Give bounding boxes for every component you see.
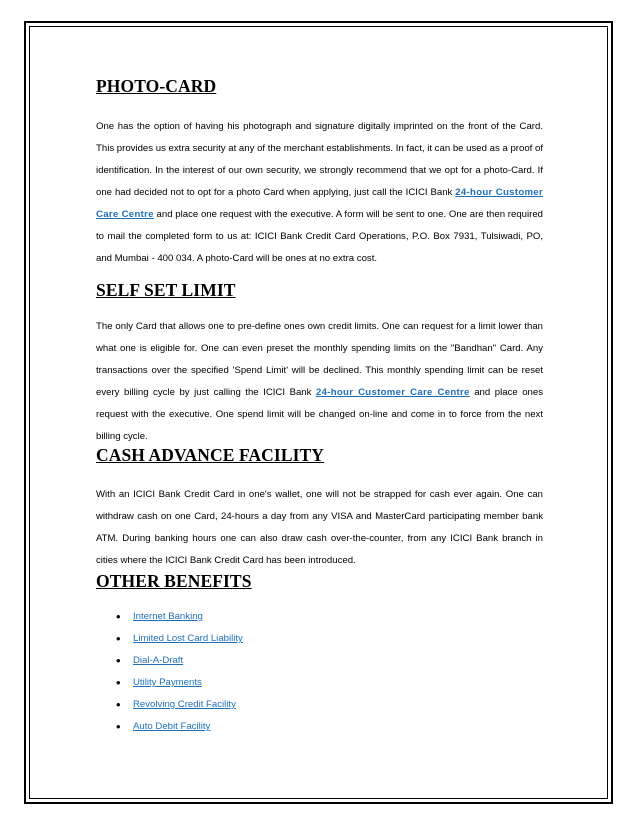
list-item xyxy=(96,606,543,628)
list-item xyxy=(96,694,543,716)
heading-other-benefits: OTHER BENEFITS xyxy=(96,571,252,591)
heading-photo-card: PHOTO-CARD xyxy=(96,76,217,96)
paragraph-self-set-limit xyxy=(96,316,543,448)
benefit-link-revolving-credit[interactable]: Revolving Credit Facility xyxy=(133,699,236,710)
paragraph-cash-advance: With an ICICI Bank Credit Card in one's wallet, one will not be strapped for cash ever again. One can withdraw cash on one Card, 24-hours a day from any VISA and MasterCard participating member bank ATM. During banking hours one can also draw cash over-the-counter, from any ICICI Bank branch in cities where the ICICI Bank Credit Card has been introduced. xyxy=(96,489,543,566)
benefit-link-utility-payments[interactable]: Utility Payments xyxy=(133,677,202,688)
customer-care-link-2[interactable]: 24-hour Customer Care Centre xyxy=(315,387,470,398)
self-set-limit-text-2: and place ones request with the executive. One spend limit will be changed on-line and come in to force from the next billing cycle. xyxy=(96,387,544,442)
bullet-icon: • xyxy=(116,719,121,734)
list-item xyxy=(96,628,543,650)
customer-care-link-1[interactable]: 24-hour Customer Care Centre xyxy=(96,187,543,220)
list-item xyxy=(96,650,543,672)
bullet-icon: • xyxy=(116,697,121,712)
list-item xyxy=(96,716,543,738)
self-set-limit-text-1: The only Card that allows one to pre-define ones own credit limits. One can request for a limit lower than what one is eligible for. One can even preset the monthly spending limits on the "Bandhan" Card. Any transactions over the specified 'Spend Limit' will be declined. This monthly spending limit can be reset every billing cycle by just calling the ICICI Bank xyxy=(96,321,543,398)
bullet-icon: • xyxy=(116,675,121,690)
benefit-link-internet-banking[interactable]: Internet Banking xyxy=(133,611,203,622)
photo-card-text-1: One has the option of having his photograph and signature digitally imprinted on the front of the Card. This provides us extra security at any of the merchant establishments. In fact, it can be used as a proof of identification. In the interest of our own security, we strongly recommend that we opt for a photo-Card. If one had decided not to opt for a photo Card when applying, just call the ICICI Bank xyxy=(96,121,543,198)
bullet-icon: • xyxy=(116,653,121,668)
heading-self-set-limit: SELF SET LIMIT xyxy=(96,280,236,300)
paragraph-photo-card xyxy=(96,116,543,270)
benefit-link-dial-a-draft[interactable]: Dial-A-Draft xyxy=(133,655,184,666)
heading-cash-advance: CASH ADVANCE FACILITY xyxy=(96,445,325,465)
benefit-link-lost-card-liability[interactable]: Limited Lost Card Liability xyxy=(133,633,243,644)
bullet-icon: • xyxy=(116,609,121,624)
benefits-list xyxy=(96,606,543,738)
list-item xyxy=(96,672,543,694)
benefit-link-auto-debit[interactable]: Auto Debit Facility xyxy=(133,721,211,732)
bullet-icon: • xyxy=(116,631,121,646)
photo-card-text-2: and place one request with the executive. A form will be sent to one. One are then required to mail the completed form to us at: ICICI Bank Credit Card Operations, P.O. Box 7931, Tulsiwadi, PO, and Mumbai - 400 034. A photo-Card will be ones at no extra cost. xyxy=(96,209,544,264)
